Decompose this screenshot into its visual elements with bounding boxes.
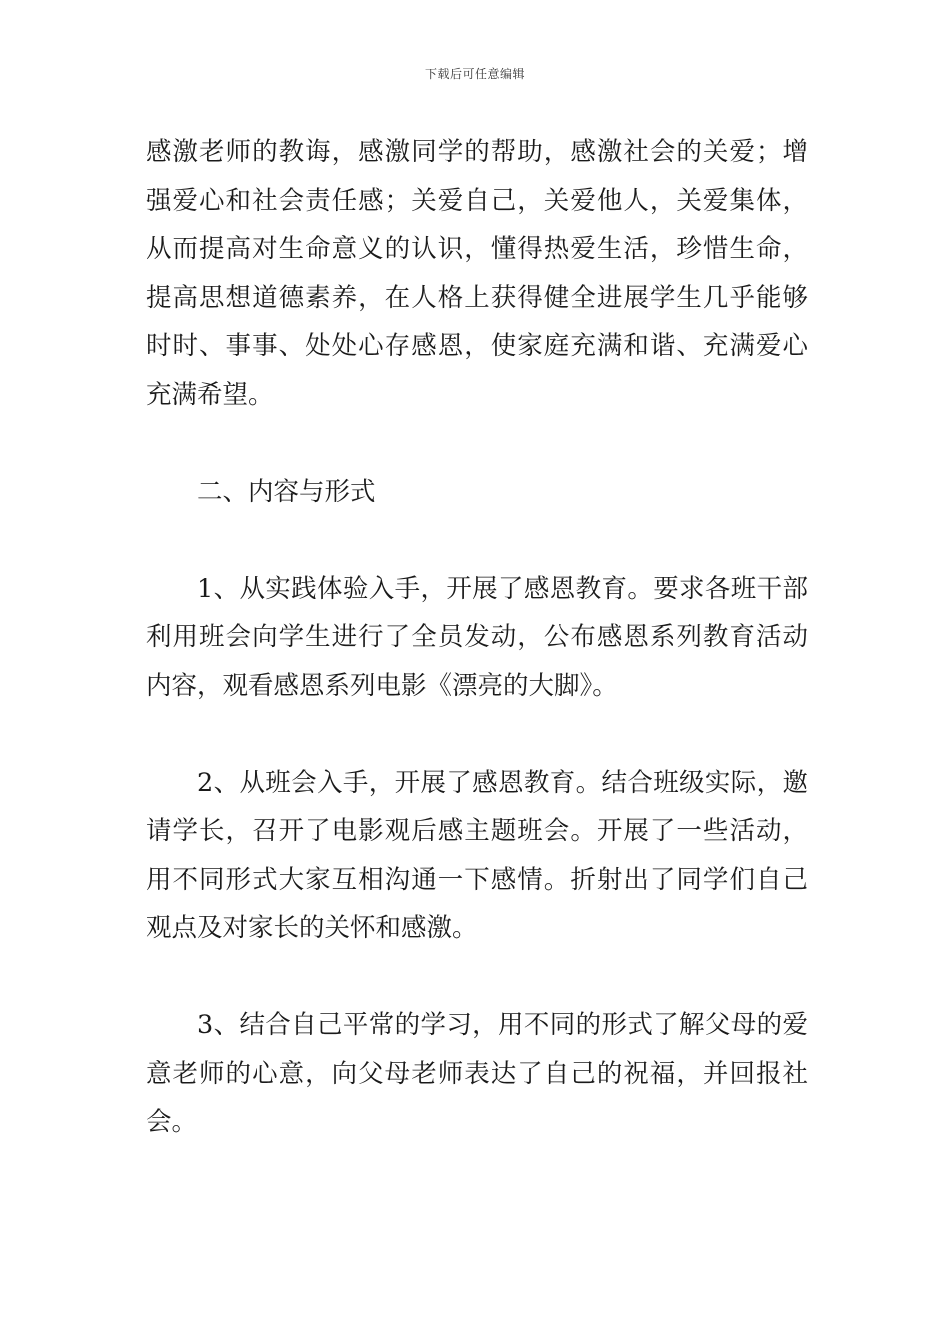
paragraph-item-1: 1、从实践体验入手，开展了感恩教育。要求各班干部利用班会向学生进行了全员发动，公布感恩系列教育活动内容，观看感恩系列电影《漂亮的大脚》。 [146,573,808,701]
paragraph-item-2: 2、从班会入手，开展了感恩教育。结合班级实际，邀请学长，召开了电影观后感主题班会。开展了一些活动，用不同形式大家互相沟通一下感情。折射出了同学们自己观点及对家长的关怀和感激。 [146,767,808,943]
page-header-note: 下载后可任意编辑 [424,67,525,81]
paragraph-goals-continued: 感激老师的教诲，感激同学的帮助，感激社会的关爱；增强爱心和社会责任感；关爱自己，关爱他人，关爱集体，从而提高对生命意义的认识，懂得热爱生活，珍惜生命，提高思想道德素养，在人格上获得健全进展学生几乎能够时时、事事、处处心存感恩，使家庭充满和谐、充满爱心充满希望。 [146,137,808,410]
paragraph-item-3: 3、结合自己平常的学习，用不同的形式了解父母的爱意老师的心意，向父母老师表达了自己的祝福，并回报社会。 [146,1010,808,1137]
section-heading-content-and-form: 二、内容与形式 [197,476,376,507]
document-body [146,128,808,1147]
